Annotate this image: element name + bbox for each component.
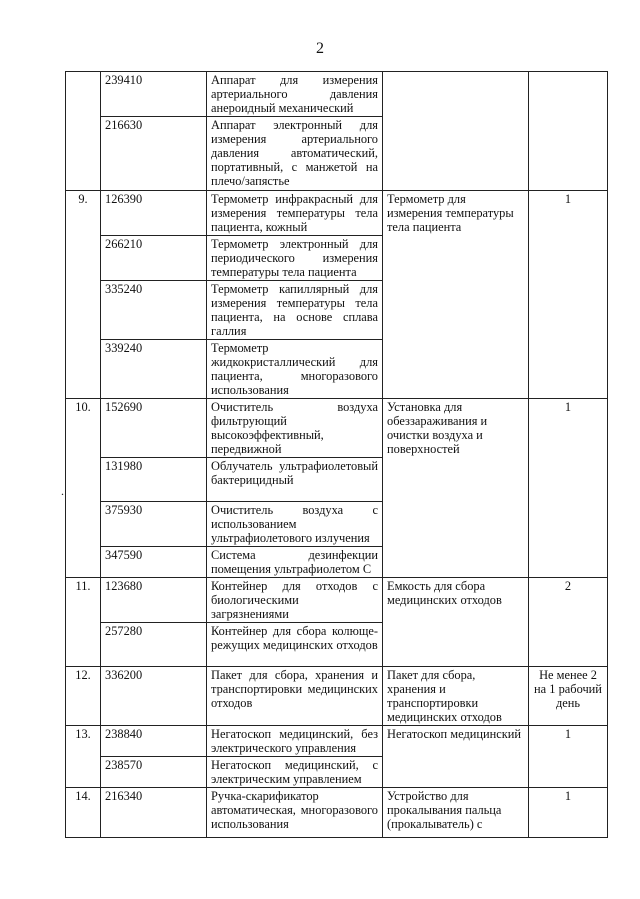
- item-quantity: 1: [529, 191, 608, 399]
- table-row: [66, 399, 608, 458]
- item-code: 123680: [101, 578, 207, 623]
- item-quantity: 1: [529, 788, 608, 838]
- item-name: Пакет для сбора, хранения и транспортировки медицинских отходов: [207, 667, 383, 726]
- item-code: 336200: [101, 667, 207, 726]
- equipment-table: [65, 71, 608, 838]
- item-quantity: 1: [529, 399, 608, 578]
- row-number: 14.: [66, 788, 101, 838]
- item-code: 126390: [101, 191, 207, 236]
- item-quantity: Не менее 2 на 1 рабочий день: [529, 667, 608, 726]
- row-number: [66, 72, 101, 191]
- table-row: [66, 578, 608, 623]
- item-group: Термометр для измерения температуры тела пациента: [383, 191, 529, 399]
- table-row: [66, 788, 608, 838]
- row-number: 12.: [66, 667, 101, 726]
- item-group: Установка для обеззараживания и очистки воздуха и поверхностей: [383, 399, 529, 578]
- item-group: Негатоскоп медицинский: [383, 726, 529, 788]
- item-quantity: 2: [529, 578, 608, 667]
- row-number: 10.: [66, 399, 101, 578]
- page-number: 2: [316, 40, 324, 57]
- item-group: [383, 72, 529, 191]
- item-name: Очиститель воздуха с использованием ультрафиолетового излучения: [207, 502, 383, 547]
- item-code: 216630: [101, 117, 207, 191]
- row-number: 9.: [66, 191, 101, 399]
- table-row: [66, 72, 608, 117]
- item-quantity: [529, 72, 608, 191]
- item-code: 257280: [101, 623, 207, 667]
- item-name: Термометр электронный для периодического измерения температуры тела пациента: [207, 236, 383, 281]
- item-group: Устройство для прокалывания пальца (прокалыватель) с: [383, 788, 529, 838]
- item-code: 339240: [101, 340, 207, 399]
- item-quantity: 1: [529, 726, 608, 788]
- item-code: 239410: [101, 72, 207, 117]
- item-group: Емкость для сбора медицинских отходов: [383, 578, 529, 667]
- item-name: Аппарат для измерения артериального давления анероидный механический: [207, 72, 383, 117]
- item-name: Негатоскоп медицинский, с электрическим управлением: [207, 757, 383, 788]
- table-row: [66, 726, 608, 757]
- item-code: 238840: [101, 726, 207, 757]
- item-code: 375930: [101, 502, 207, 547]
- item-name: Аппарат электронный для измерения артериального давления автоматический, портативный, с манжетой на плечо/запястье: [207, 117, 383, 191]
- item-name: Очиститель воздуха фильтрующий высокоэффективный, передвижной: [207, 399, 383, 458]
- item-code: 335240: [101, 281, 207, 340]
- item-name: Ручка-скарификатор автоматическая, многоразового использования: [207, 788, 383, 838]
- item-code: 131980: [101, 458, 207, 502]
- row-number: 13.: [66, 726, 101, 788]
- item-name: Контейнер для отходов с биологическими загрязнениями: [207, 578, 383, 623]
- item-name: Облучатель ультрафиолетовый бактерицидный: [207, 458, 383, 502]
- item-group: Пакет для сбора, хранения и транспортировки медицинских отходов: [383, 667, 529, 726]
- table-row: [66, 191, 608, 236]
- margin-mark: .: [61, 484, 64, 498]
- item-code: 347590: [101, 547, 207, 578]
- item-name: Термометр капиллярный для измерения температуры тела пациента, на основе сплава галлия: [207, 281, 383, 340]
- item-code: 238570: [101, 757, 207, 788]
- row-number: 11.: [66, 578, 101, 667]
- item-name: Система дезинфекции помещения ультрафиолетом С: [207, 547, 383, 578]
- item-name: Негатоскоп медицинский, без электрического управления: [207, 726, 383, 757]
- item-code: 152690: [101, 399, 207, 458]
- item-name: Контейнер для сбора колюще-режущих медицинских отходов: [207, 623, 383, 667]
- item-code: 216340: [101, 788, 207, 838]
- table-row: [66, 667, 608, 726]
- item-name: Термометр жидкокристаллический для пациента, многоразового использования: [207, 340, 383, 399]
- item-code: 266210: [101, 236, 207, 281]
- item-name: Термометр инфракрасный для измерения температуры тела пациента, кожный: [207, 191, 383, 236]
